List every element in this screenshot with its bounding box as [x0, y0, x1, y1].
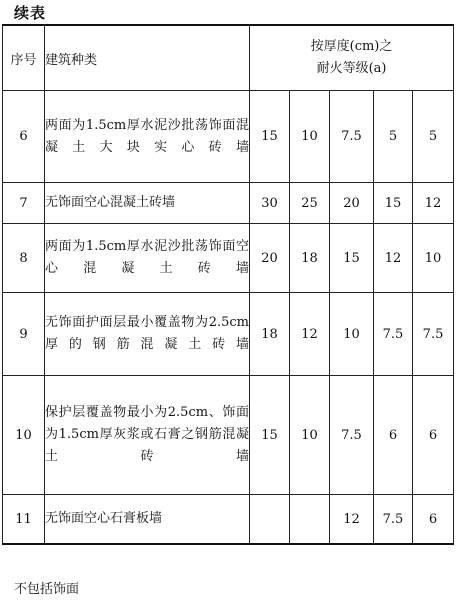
row-building-type: 保护层覆盖物最小为2.5cm、饰面为1.5cm厚灰浆或石膏之钢筋混凝土砖墙	[45, 376, 250, 495]
header-number: 序号	[3, 25, 45, 91]
row-value: 18	[250, 293, 290, 376]
row-value	[290, 495, 330, 545]
row-value: 25	[290, 183, 330, 224]
row-value: 7.5	[330, 376, 374, 495]
row-building-type: 无饰面护面层最小覆盖物为2.5cm厚的钢筋混凝土砖墙	[45, 293, 250, 376]
row-value: 15	[250, 91, 290, 183]
row-value: 10	[290, 376, 330, 495]
footnote: 不包括饰面	[14, 582, 80, 597]
row-value: 15	[250, 376, 290, 495]
row-building-type: 无饰面空心混凝土砖墙	[45, 183, 250, 224]
row-number: 6	[3, 91, 45, 183]
continued-label: 续表	[14, 4, 47, 22]
table-row	[3, 224, 454, 293]
table-row	[3, 495, 454, 545]
table-row	[3, 293, 454, 376]
row-value: 30	[250, 183, 290, 224]
row-value: 6	[374, 376, 413, 495]
row-value: 7.5	[330, 91, 374, 183]
row-number: 7	[3, 183, 45, 224]
table-row	[3, 376, 454, 495]
row-number: 9	[3, 293, 45, 376]
header-fire-grade-line1: 按厚度(cm)之	[310, 39, 393, 54]
row-value: 15	[330, 224, 374, 293]
row-value	[250, 495, 290, 545]
row-value: 10	[290, 91, 330, 183]
row-number: 11	[3, 495, 45, 545]
table-row	[3, 183, 454, 224]
row-building-type: 无饰面空心石膏板墙	[45, 495, 250, 545]
row-value: 5	[374, 91, 413, 183]
row-number: 8	[3, 224, 45, 293]
row-value: 18	[290, 224, 330, 293]
row-value: 10	[330, 293, 374, 376]
fire-rating-table	[2, 24, 454, 545]
table-header-row	[3, 25, 454, 91]
row-value: 5	[413, 91, 454, 183]
header-fire-grade	[250, 25, 454, 91]
row-value: 12	[374, 224, 413, 293]
row-number: 10	[3, 376, 45, 495]
row-value: 6	[413, 495, 454, 545]
row-value: 6	[413, 376, 454, 495]
row-value: 15	[374, 183, 413, 224]
row-building-type: 两面为1.5cm厚水泥沙批荡饰面混凝土大块实心砖墙	[45, 91, 250, 183]
row-value: 7.5	[374, 293, 413, 376]
header-building-type: 建筑种类	[45, 25, 250, 91]
row-value: 12	[413, 183, 454, 224]
row-value: 20	[330, 183, 374, 224]
row-value: 12	[330, 495, 374, 545]
row-value: 7.5	[413, 293, 454, 376]
row-value: 12	[290, 293, 330, 376]
row-building-type: 两面为1.5cm厚水泥沙批荡饰面空心混凝土砖墙	[45, 224, 250, 293]
table-row	[3, 91, 454, 183]
row-value: 7.5	[374, 495, 413, 545]
row-value: 20	[250, 224, 290, 293]
header-fire-grade-line2: 耐火等级(a)	[316, 61, 387, 76]
row-value: 10	[413, 224, 454, 293]
